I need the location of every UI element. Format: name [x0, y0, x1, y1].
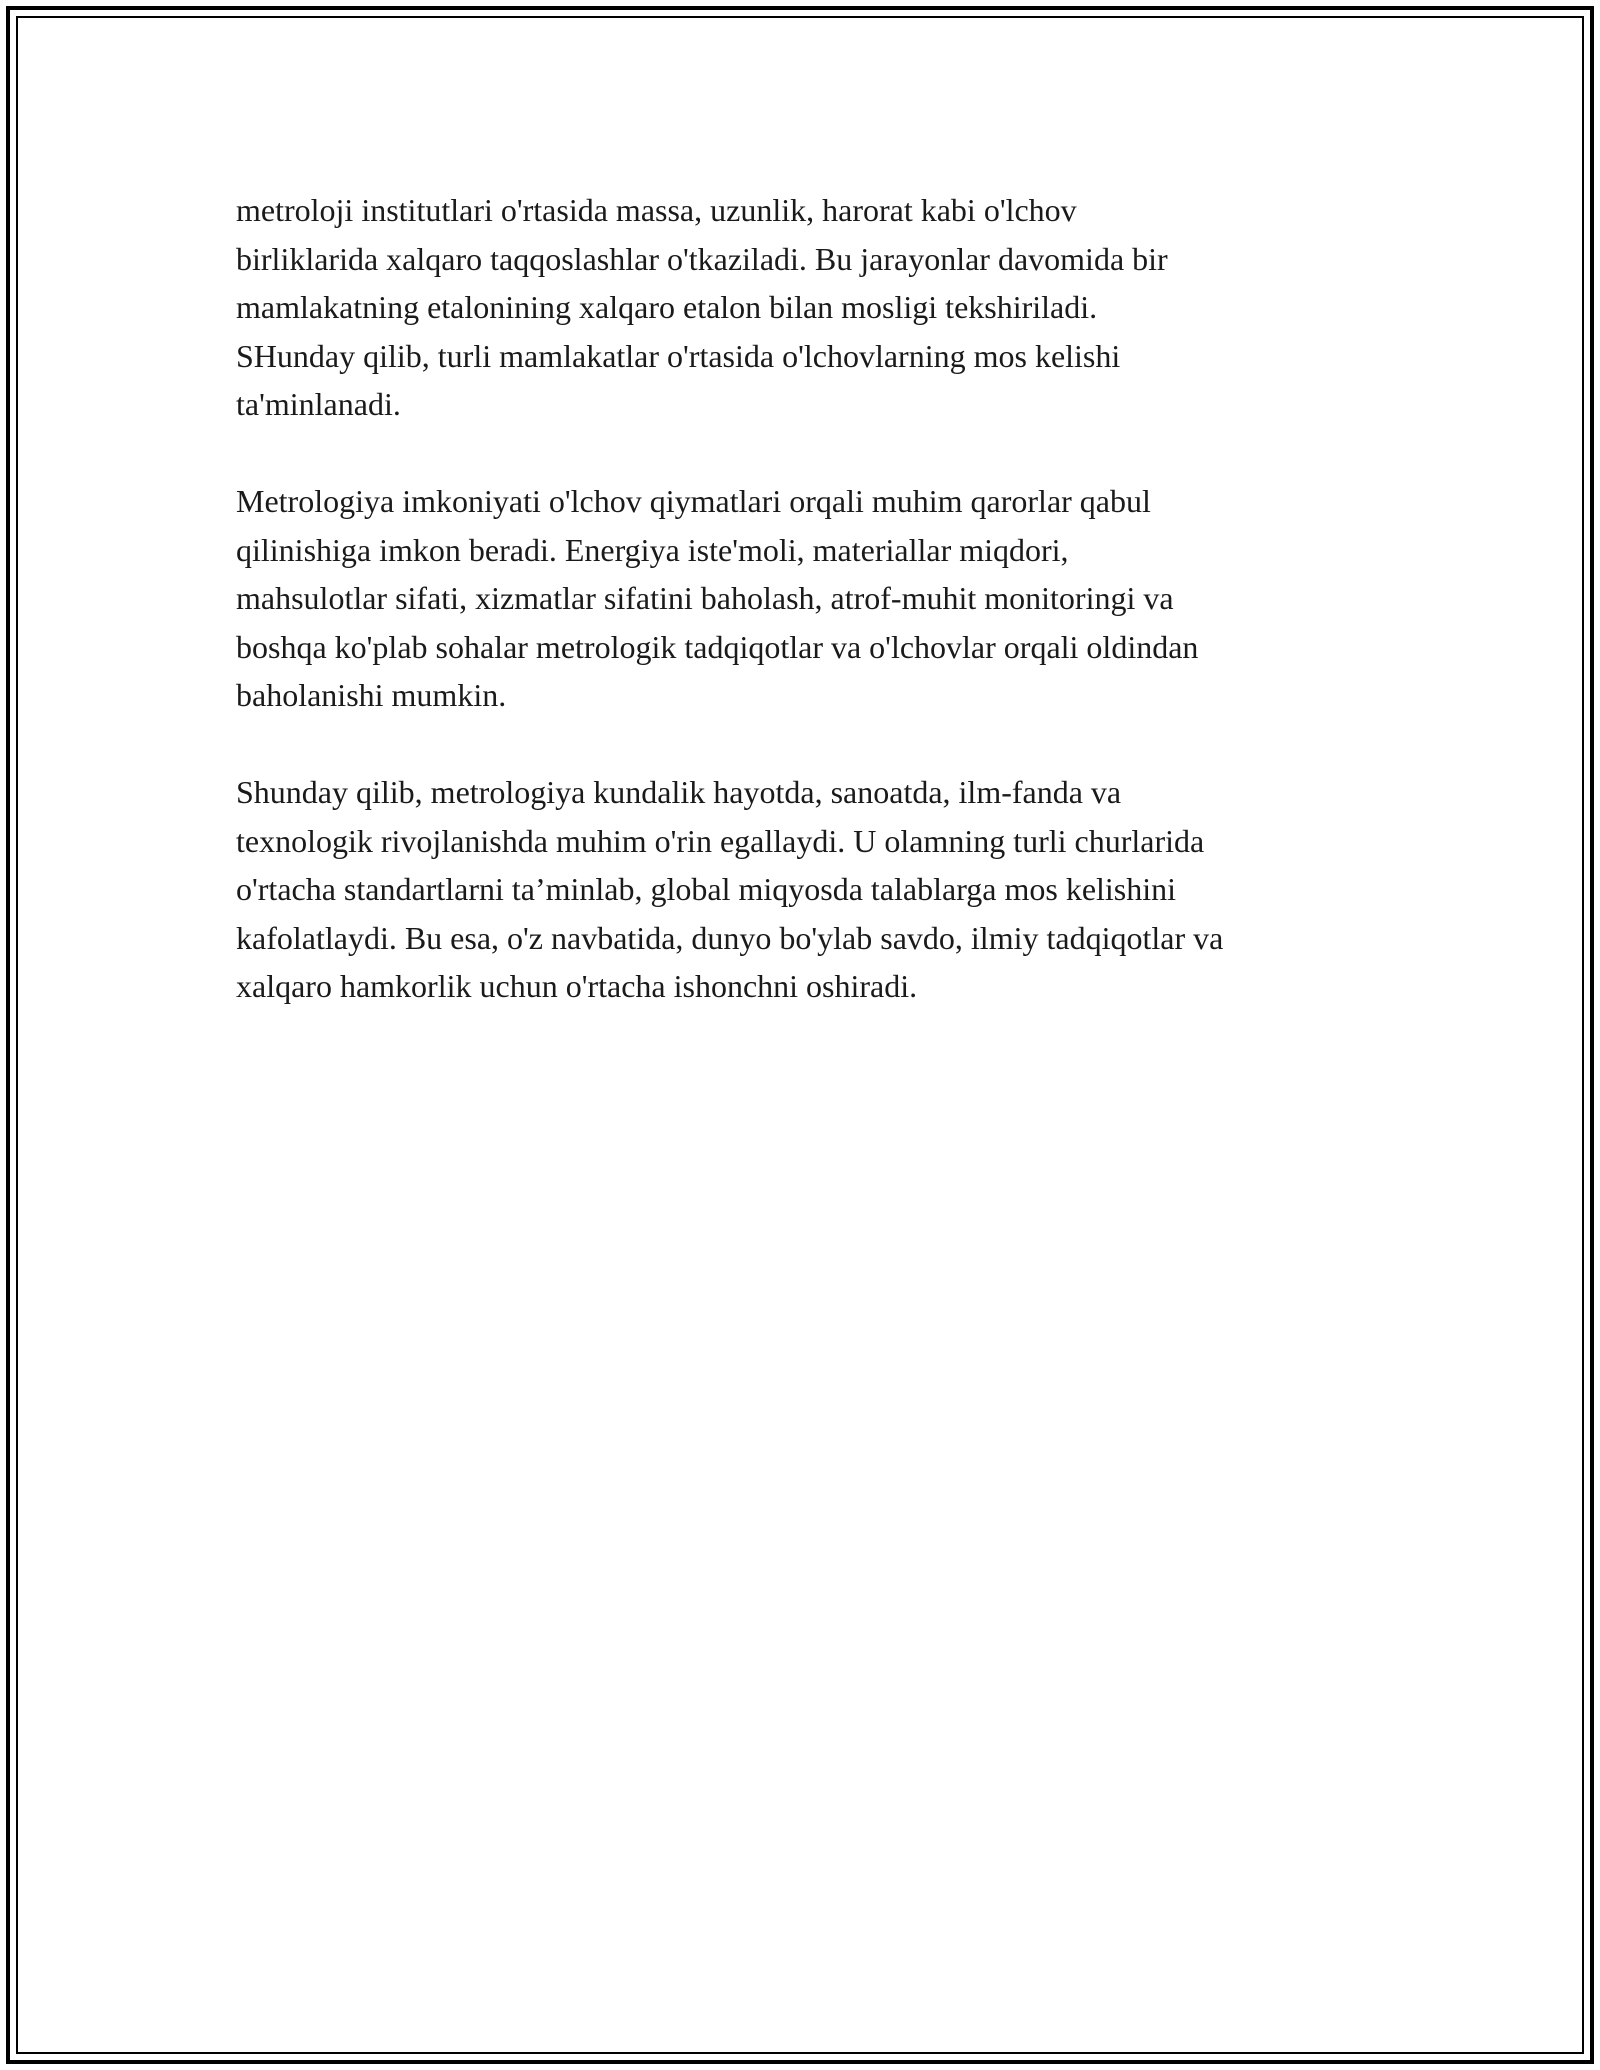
text-line: kafolatlaydi. Bu esa, o'z navbatida, dunyo bo'ylab savdo, ilmiy tadqiqotlar va	[236, 919, 1224, 956]
text-line: boshqa ko'plab sohalar metrologik tadqiqotlar va o'lchovlar orqali oldindan	[236, 628, 1199, 665]
text-line: xalqaro hamkorlik uchun o'rtacha ishonchni oshiradi.	[236, 968, 918, 1004]
text-line: o'rtacha standartlarni ta’minlab, global miqyosda talablarga mos kelishini	[236, 871, 1177, 907]
document-body	[236, 186, 1386, 1059]
paragraph-3	[236, 768, 1386, 1011]
text-line: metroloji institutlari o'rtasida massa, uzunlik, harorat kabi o'lchov	[236, 192, 1077, 228]
text-line: birliklarida xalqaro taqqoslashlar o'tkaziladi. Bu jarayonlar davomida bir	[236, 240, 1168, 277]
text-line: Shunday qilib, metrologiya kundalik hayotda, sanoatda, ilm-fanda va	[236, 774, 1122, 810]
text-line: SHunday qilib, turli mamlakatlar o'rtasida o'lchovlarning mos kelishi	[236, 337, 1121, 374]
text-line: Metrologiya imkoniyati o'lchov qiymatlari orqali muhim qarorlar qabul	[236, 483, 1151, 519]
text-line: mahsulotlar sifati, xizmatlar sifatini baholash, atrof-muhit monitoringi va	[236, 580, 1174, 616]
paragraph-1	[236, 186, 1386, 429]
text-line: texnologik rivojlanishda muhim o'rin egallaydi. U olamning turli churlarida	[236, 822, 1205, 859]
paragraph-2	[236, 477, 1386, 720]
text-line: mamlakatning etalonining xalqaro etalon bilan mosligi tekshiriladi.	[236, 289, 1098, 325]
text-line: ta'minlanadi.	[236, 386, 401, 422]
text-line: qilinishiga imkon beradi. Energiya iste'moli, materiallar miqdori,	[236, 531, 1069, 568]
text-line: baholanishi mumkin.	[236, 677, 507, 713]
